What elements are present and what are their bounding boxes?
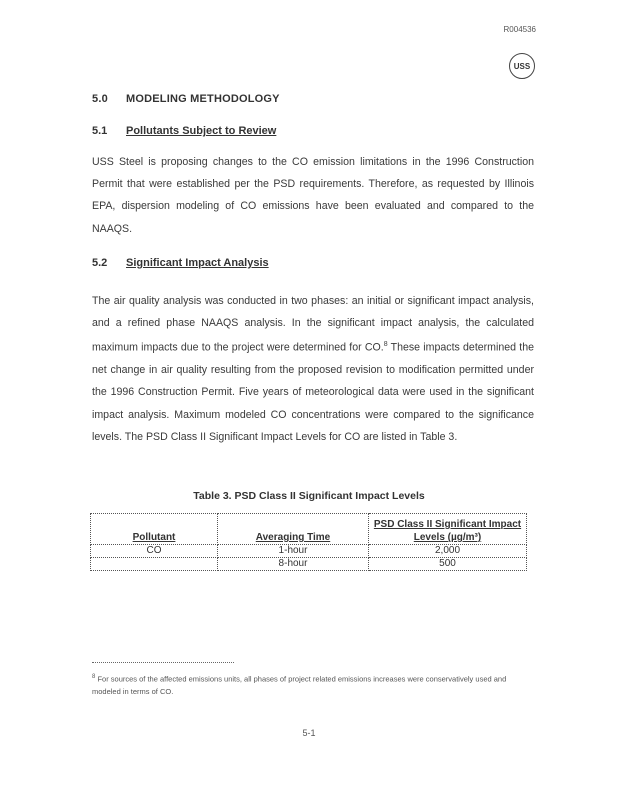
subsection-number: 5.1 [92, 125, 108, 137]
psd-impact-table [90, 513, 527, 571]
cell-averaging-time: 1-hour [218, 545, 369, 558]
subsection-title: Pollutants Subject to Review [126, 125, 277, 137]
page-number: 5-1 [302, 728, 316, 738]
paragraph-text: The air quality analysis was conducted in two phases: an initial or significant impact analysis, and a refined phase NAAQS analysis. In the significant impact analysis, the calculated maximum impacts due to the project were determined for CO. [92, 295, 534, 354]
column-header-pollutant: Pollutant [91, 514, 218, 545]
subsection-number: 5.2 [92, 257, 108, 269]
column-header-impact-level: PSD Class II Significant Impact Levels (µg/m³) [369, 514, 527, 545]
subsection-heading-5-2 [92, 257, 269, 269]
cell-pollutant: CO [91, 545, 218, 558]
table-caption: Table 3. PSD Class II Significant Impact Levels [193, 490, 425, 502]
subsection-heading-5-1 [92, 125, 276, 137]
footnote-divider [92, 662, 234, 663]
paragraph-pollutants: USS Steel is proposing changes to the CO emission limitations in the 1996 Construction Permit that were established per the PSD requirements. Therefore, as requested by Illinois EPA, dispersion modeling of CO emissions have been evaluated and compared to the NAAQS. [92, 156, 534, 235]
section-heading [92, 93, 280, 105]
footnote-text: For sources of the affected emissions units, all phases of project related emissions increases were conservatively used and modeled in terms of CO. [92, 674, 507, 696]
column-header-averaging-time: Averaging Time [218, 514, 369, 545]
uss-logo [509, 53, 535, 79]
cell-impact-level: 2,000 [369, 545, 527, 558]
document-id: R004536 [503, 25, 536, 34]
footnote-reference: 8 [383, 341, 388, 349]
section-title: MODELING METHODOLOGY [126, 93, 280, 105]
table-header-row [91, 514, 527, 545]
table-row [91, 545, 527, 558]
cell-impact-level: 500 [369, 558, 527, 571]
paragraph-text-continued: These impacts determined the net change in air quality resulting from the proposed revision to modification permitted under the 1996 Construction Permit. Five years of meteorological data were used in the significant impact analysis. Maximum modeled CO concentrations were compared to the significance levels. The PSD Class II Significant Impact Levels for CO are listed in Table 3. [92, 341, 534, 443]
logo-text: USS [513, 61, 531, 71]
subsection-title: Significant Impact Analysis [126, 257, 269, 269]
table-row [91, 558, 527, 571]
section-number: 5.0 [92, 93, 108, 105]
footnote-marker: 8 [92, 674, 96, 680]
cell-averaging-time: 8-hour [218, 558, 369, 571]
paragraph-significant-impact [92, 290, 534, 448]
cell-pollutant [91, 558, 218, 571]
footnote [92, 671, 532, 698]
